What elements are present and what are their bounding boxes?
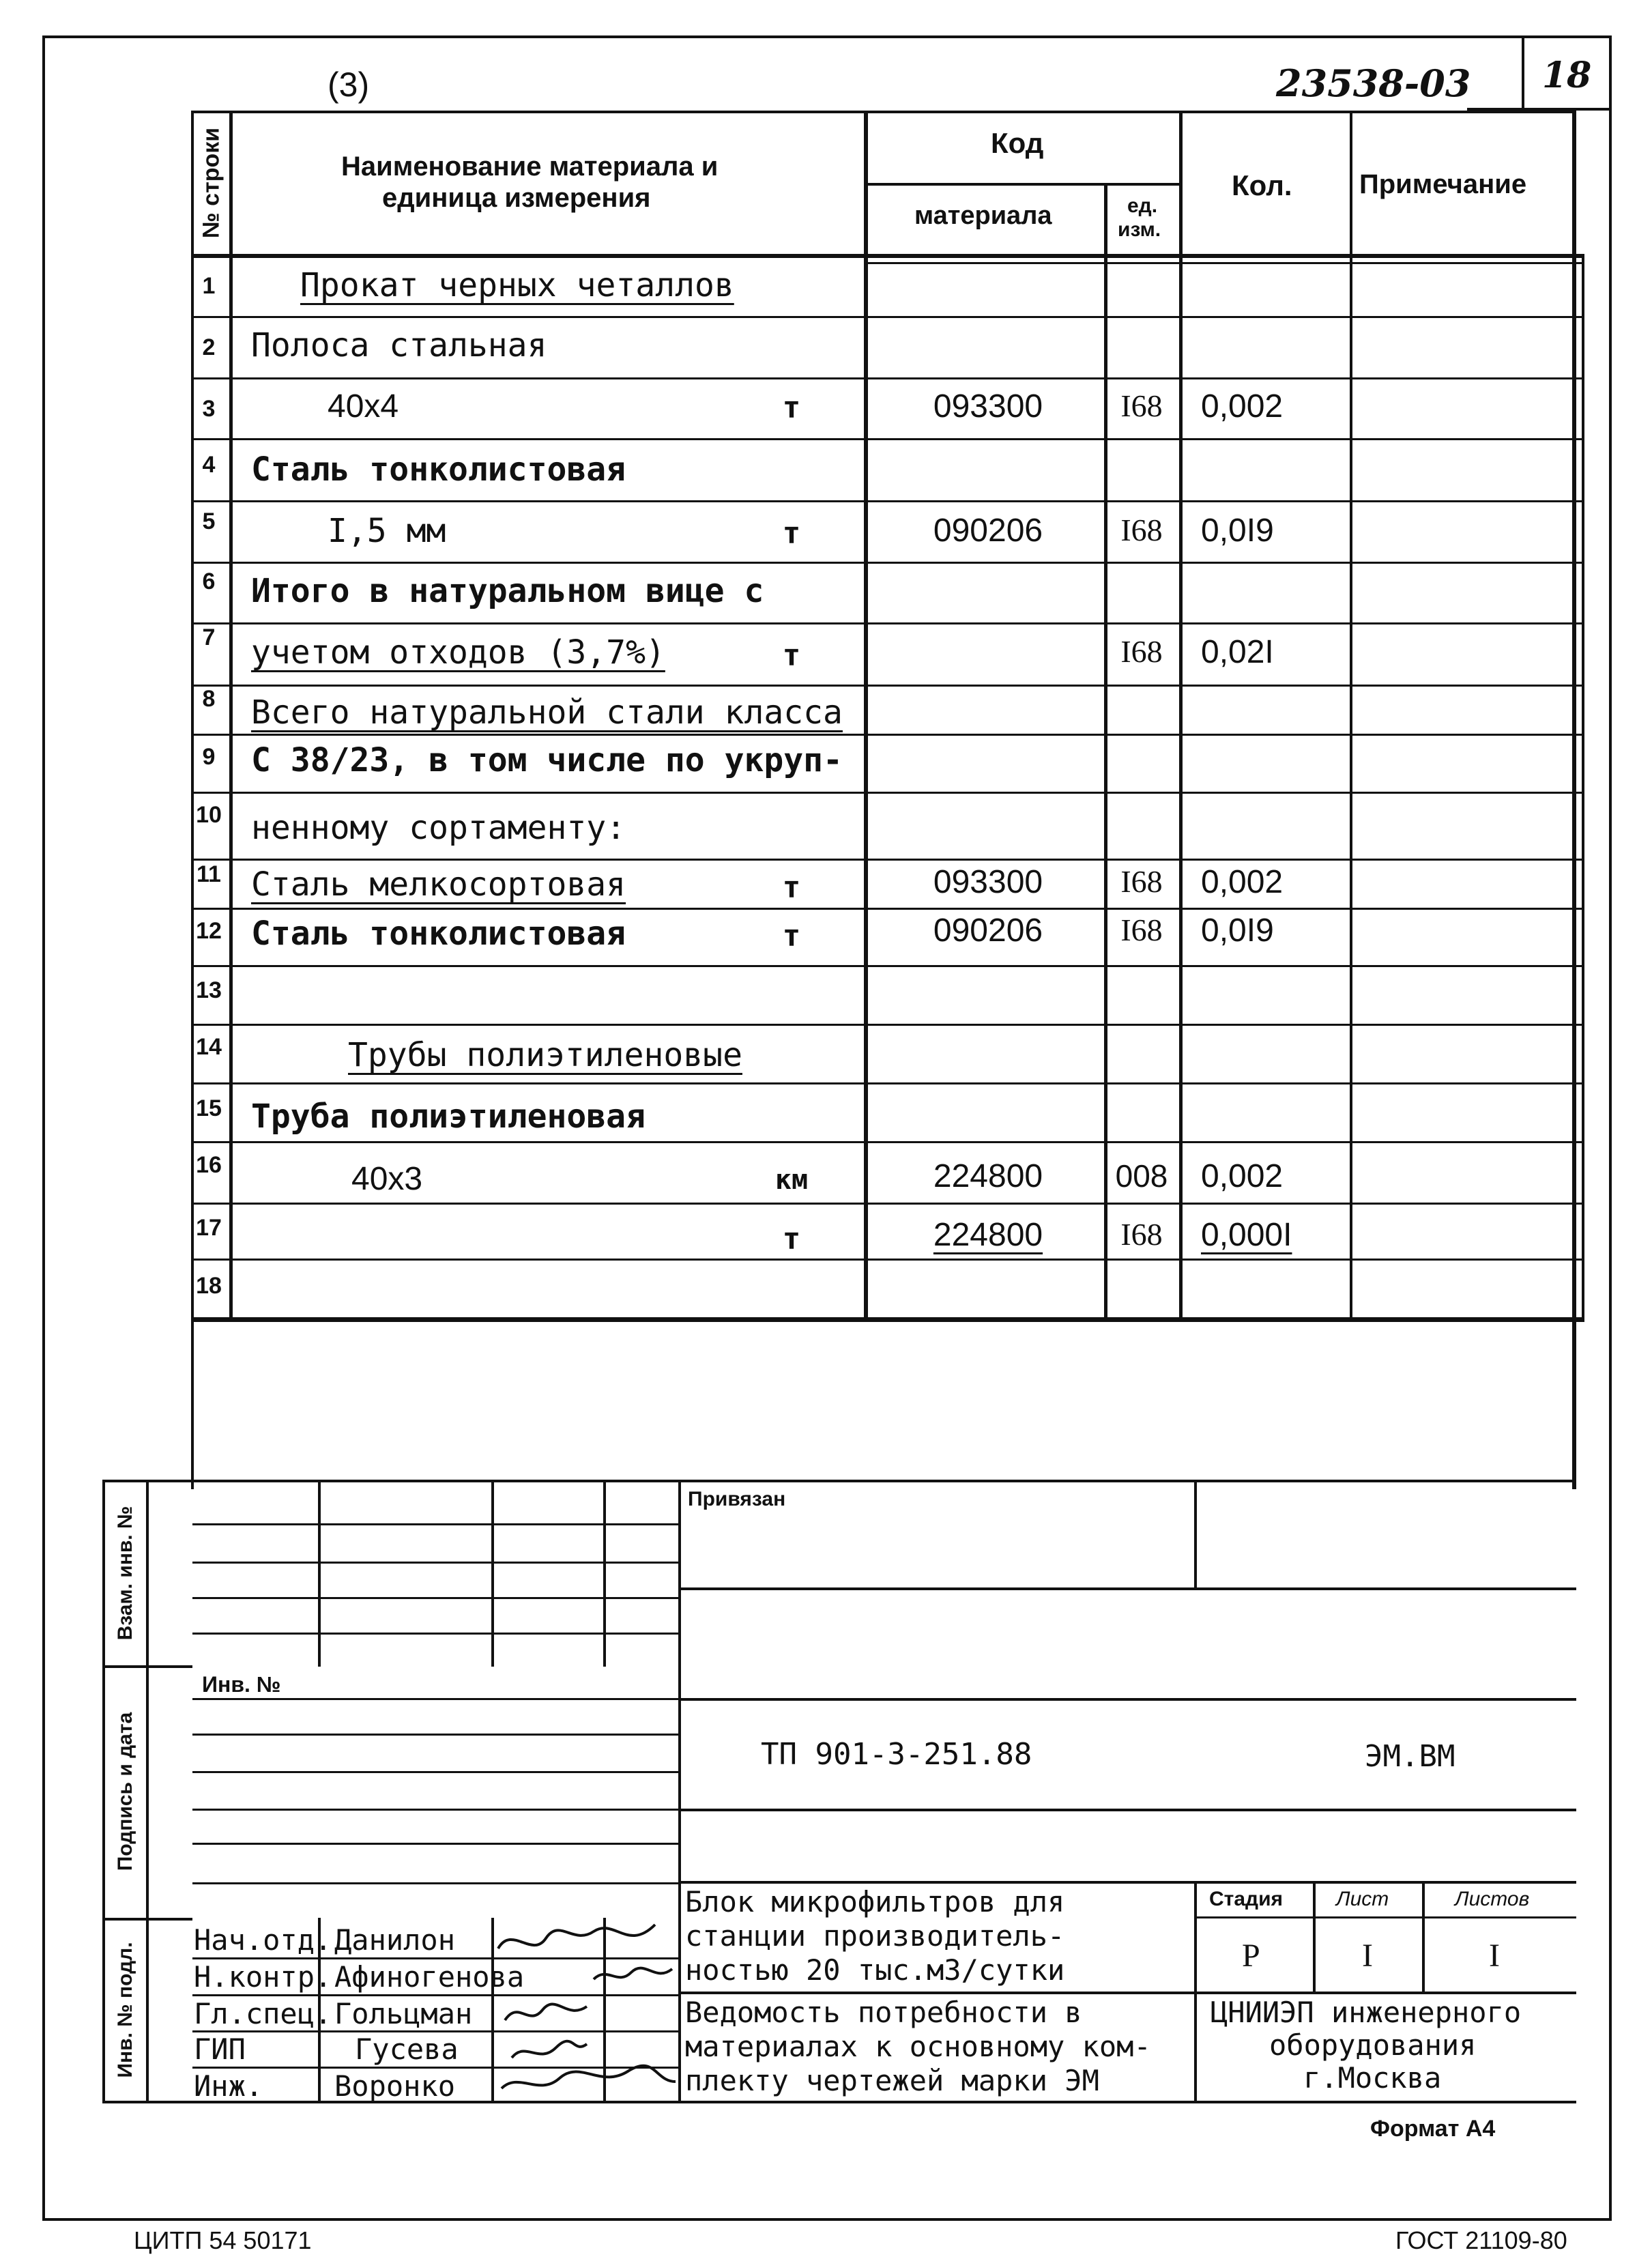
drawing-mark: ЭМ.ВМ [1365,1739,1455,1774]
grid-line [192,1698,678,1700]
item-unit: т [782,1222,801,1256]
stage-label: Стадия [1209,1888,1284,1910]
row-line [191,316,1584,318]
row-number: 17 [196,1215,222,1241]
tbl-v-5 [1350,111,1352,1322]
stage-div1 [1313,1881,1316,1993]
org-line-1: ЦНИИЭП инженерного [1211,1996,1522,2029]
side-label-inv: Инв. № подл. [114,1942,136,2078]
grid-line [192,1562,678,1564]
item-name: Труба полиэтиленовая [251,1097,646,1136]
stamp-line [680,1698,1576,1701]
row-number: 12 [196,918,222,944]
stamp-line [680,1881,1576,1884]
grid-line [192,1523,678,1525]
grid-line [192,1882,678,1884]
unit-code: I68 [1120,388,1163,423]
row-line [191,734,1584,736]
row-line [191,1259,1584,1261]
row-line [191,792,1584,794]
tbl-v-3 [1104,184,1107,1322]
unit-code: I68 [1120,912,1163,947]
quantity: 0,0I9 [1201,912,1274,949]
row-number: 16 [196,1152,222,1178]
org-line-3: г.Москва [1303,2061,1442,2095]
sheet-value: I [1362,1938,1373,1974]
quantity: 0,0I9 [1201,513,1274,549]
row-number: 14 [196,1034,222,1060]
privyazan-div [1194,1480,1197,1589]
item-name: С 38/23, в том числе по укруп- [251,741,843,779]
title-line-3: ностью 20 тыс.м3/сутки [685,1953,1065,1987]
stage-div2 [1422,1881,1425,1993]
item-name: Полоса стальная [251,326,547,364]
row-line [191,685,1584,687]
item-name: Итого в натуральном вице с [251,572,764,610]
page-number: 18 [1542,55,1592,96]
tbl-h-head [191,254,1584,258]
doc-title-line-1: Ведомость потребности в [685,1996,1082,2029]
row-line [191,1024,1584,1026]
row-number: 13 [196,977,222,1003]
signer-role: Гл.спец. [194,1997,332,2030]
row-line [191,965,1584,967]
stage-line [1194,1916,1576,1918]
title-div [1194,1881,1197,2102]
item-name: Сталь тонколистовая [251,915,626,953]
item-name: Сталь тонколистовая [251,450,626,489]
unit-code: 008 [1115,1158,1168,1194]
row-line [191,562,1584,564]
page-box-left [1522,35,1524,111]
grid-line [192,1809,678,1811]
row-line [191,438,1584,440]
row-number: 8 [202,686,216,712]
stamp-line [680,1587,1576,1590]
grid-line [192,1734,678,1736]
row-number: 9 [202,744,216,770]
row-number: 1 [202,273,216,299]
footer-left: ЦИТП 54 50171 [134,2226,312,2254]
grid-v-b [491,1480,494,1667]
row-line [191,908,1584,910]
side-strip-div1 [102,1665,192,1668]
frame-left [42,35,45,2221]
item-unit: т [782,638,801,673]
row-number: 7 [202,624,216,650]
item-unit: т [782,870,801,905]
row-number: 4 [202,452,216,478]
inv-no-label: Инв. № [202,1672,281,1697]
row-number: 6 [202,569,216,594]
grid-v-c [603,1480,606,1667]
stamp-bottom [102,2101,1576,2103]
item-unit: т [782,390,801,425]
qty-header: Кол. [1232,169,1292,201]
quantity: 0,000I [1201,1217,1292,1253]
quantity: 0,002 [1201,388,1284,425]
tbl-h-top [191,111,1576,113]
signer-name: Воронко [334,2069,456,2103]
unit-code: I68 [1120,864,1163,899]
side-strip-left [102,1480,105,2102]
doc-title-line-3: плекту чертежей марки ЭМ [685,2064,1099,2097]
sheets-value: I [1489,1938,1500,1974]
sheet-group: (3) [328,66,370,104]
unit-code: I68 [1120,513,1163,547]
doc-number: 23538-03 [1276,61,1471,105]
item-name: 40х3 [351,1161,423,1197]
signature-stroke [502,2066,676,2088]
item-unit: км [774,1164,809,1196]
grid-line [192,1597,678,1599]
row-number: 3 [202,396,216,422]
row-line [191,1203,1584,1205]
row-number: 11 [197,861,221,887]
stamp-line [680,1992,1576,1994]
item-name: ненному сортаменту: [251,809,626,847]
unit-header-1: ед. [1127,195,1158,217]
tbl-h-code [865,183,1180,186]
material-code: 224800 [933,1217,1043,1253]
quantity: 0,02I [1201,634,1274,670]
title-line-1: Блок микрофильтров для [685,1885,1065,1918]
row-line [191,500,1584,502]
material-header: материала [914,201,1052,230]
signer-role: ГИП [194,2032,246,2066]
tbl-v-1 [229,111,233,1322]
footer-right: ГОСТ 21109-80 [1395,2226,1567,2254]
doc-title-line-2: материалах к основному ком- [685,2030,1151,2063]
name-header-1: Наименование материала и [341,152,719,182]
stamp-top [102,1480,1576,1482]
title-line-2: станции производитель- [685,1919,1065,1953]
row-line [191,1082,1584,1084]
signatures [491,1918,682,2102]
frame-right [1609,35,1612,2221]
side-label-vzam: Взам. инв. № [114,1506,136,1641]
tbl-v-2 [864,111,868,1322]
row-number: 2 [202,334,216,360]
stamp-line [680,1809,1576,1811]
code-header: Код [991,127,1044,159]
sheets-label: Листов [1455,1888,1530,1910]
grid-line [192,1633,678,1635]
section-heading: Прокат черных четаллов [300,266,734,304]
format-label: Формат А4 [1370,2116,1496,2142]
signer-role: Н.контр. [194,1960,332,1994]
name-header-2: единица измерения [382,183,651,213]
row-line [191,1141,1584,1143]
grid-line [192,1771,678,1773]
signer-role: Нач.отд. [194,1923,332,1957]
material-code: 224800 [933,1158,1043,1194]
row-number: 18 [196,1273,222,1299]
signer-name: Данилон [334,1923,456,1957]
row-line [191,859,1584,861]
project-code: ТП 901-3-251.88 [761,1737,1032,1772]
signature-stroke [512,2041,587,2058]
row-no-header: № строки [198,127,224,239]
section-heading: Трубы полиэтиленовые [348,1036,742,1074]
tbl-h-head2 [865,262,1584,264]
signature-stroke [498,1925,655,1949]
table-bottom [191,1317,1584,1322]
sheet-label: Лист [1336,1888,1389,1910]
grid-line [192,1843,678,1845]
signer-name: Гольцман [334,1997,473,2030]
stage-value: Р [1242,1938,1260,1974]
item-name: 40х4 [328,388,399,425]
note-header: Примечание [1359,169,1527,199]
signature-stroke [594,1968,672,1979]
tbl-v-4 [1179,111,1183,1322]
material-code: 090206 [933,912,1043,949]
material-code: 093300 [933,864,1043,900]
row-number: 15 [196,1095,222,1121]
material-code: 090206 [933,513,1043,549]
item-name: I,5 мм [328,512,446,550]
side-strip-div2 [102,1918,192,1921]
quantity: 0,002 [1201,1158,1284,1194]
side-label-podpis: Подпись и дата [114,1712,136,1871]
quantity: 0,002 [1201,864,1284,900]
row-line [191,622,1584,624]
org-line-2: оборудования [1269,2028,1477,2062]
signer-name: Афиногенова [334,1960,525,1994]
signer-name: Гусева [355,2032,459,2066]
tbl-v-7 [1582,256,1584,1322]
grid-v-a [318,1480,321,1667]
unit-header-2: изм. [1118,218,1161,241]
frame-top [42,35,1612,38]
privyazan-label: Привязан [688,1488,786,1510]
item-unit: т [782,516,801,551]
frame-bottom [42,2218,1612,2221]
item-name: Сталь мелкосортовая [251,865,626,904]
side-strip-right [146,1480,149,2102]
item-name: учетом отходов (3,7%) [251,633,665,672]
row-number: 10 [196,802,222,828]
signature-stroke [505,2004,587,2020]
unit-code: I68 [1120,634,1163,669]
item-name: Всего натуральной стали класса [251,693,843,732]
signer-role: Инж. [194,2069,263,2103]
unit-code: I68 [1120,1217,1163,1252]
row-number: 5 [202,508,216,534]
material-code: 093300 [933,388,1043,425]
item-unit: т [782,919,801,953]
row-line [191,377,1584,379]
